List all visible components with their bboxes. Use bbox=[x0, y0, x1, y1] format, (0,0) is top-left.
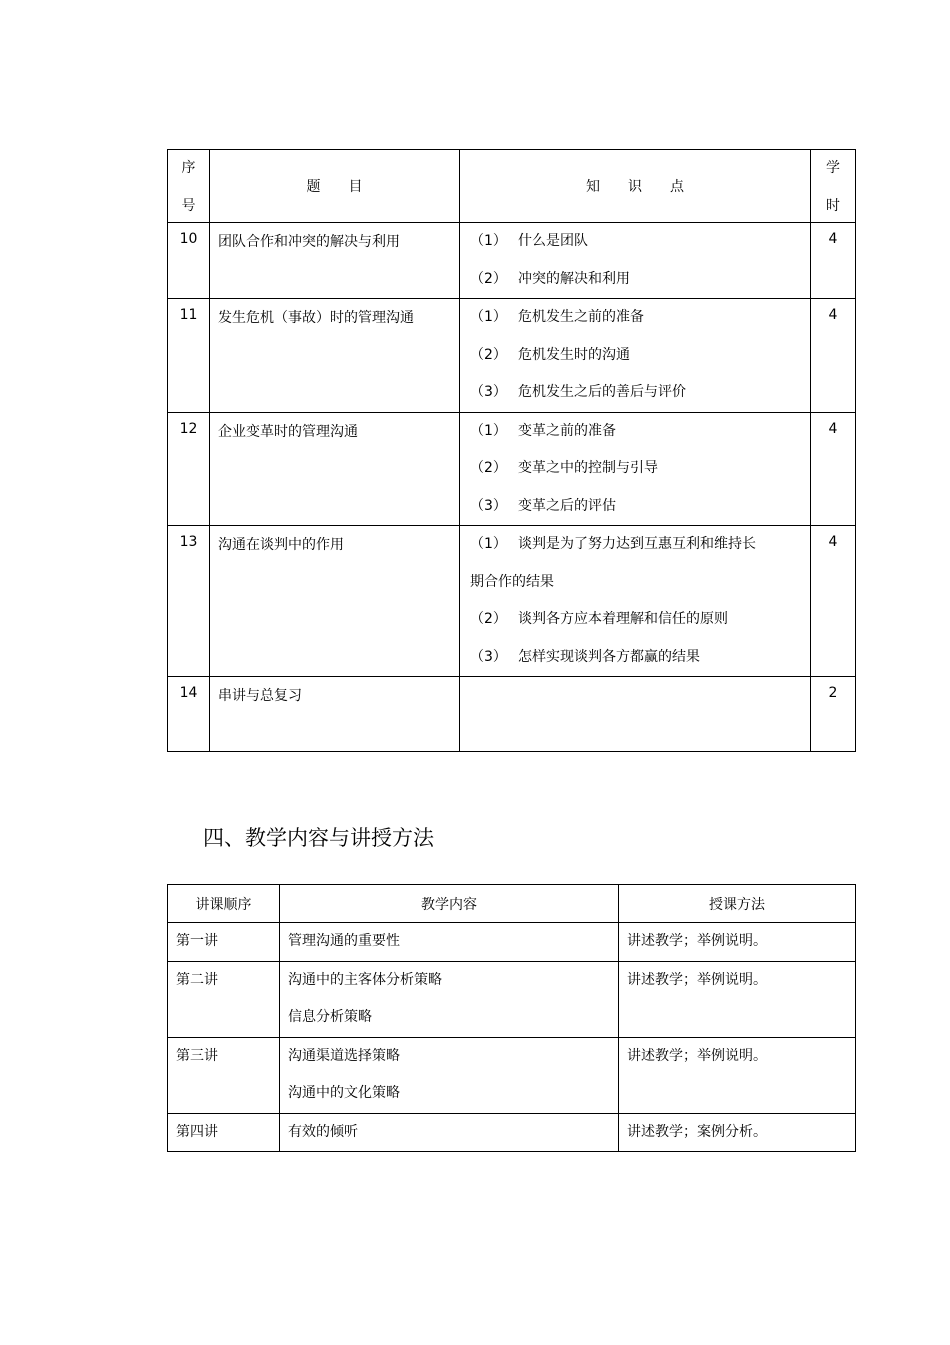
point-item: （2） 变革之中的控制与引导 bbox=[470, 460, 658, 476]
header-method: 授课方法 bbox=[619, 885, 856, 923]
header-hours: 学 时 bbox=[811, 150, 856, 223]
point-item: （2） 冲突的解决和利用 bbox=[470, 270, 630, 287]
row-number: 11 bbox=[168, 299, 210, 413]
table-row bbox=[168, 412, 856, 526]
point-item: （1） 什么是团队 bbox=[470, 233, 588, 249]
row-number: 13 bbox=[168, 526, 210, 677]
teaching-methods-table bbox=[167, 884, 856, 1152]
row-topic: 企业变革时的管理沟通 bbox=[210, 412, 460, 526]
row-points bbox=[460, 677, 811, 752]
table-row bbox=[168, 1037, 856, 1113]
header-content: 教学内容 bbox=[280, 885, 619, 923]
point-item: （1） 谈判是为了努力达到互惠互利和维持长 bbox=[470, 536, 756, 552]
row-topic: 串讲与总复习 bbox=[210, 677, 460, 752]
lecture-method: 讲述教学；案例分析。 bbox=[619, 1113, 856, 1152]
row-hours: 4 bbox=[811, 526, 856, 677]
row-topic: 发生危机（事故）时的管理沟通 bbox=[210, 299, 460, 413]
lecture-method: 讲述教学；举例说明。 bbox=[619, 1037, 856, 1113]
row-hours: 2 bbox=[811, 677, 856, 752]
row-hours: 4 bbox=[811, 299, 856, 413]
header-points: 知 识 点 bbox=[460, 150, 811, 223]
row-points bbox=[460, 299, 811, 413]
lecture-method: 讲述教学；举例说明。 bbox=[619, 961, 856, 1037]
table-row bbox=[168, 1113, 856, 1152]
point-item: （3） 变革之后的评估 bbox=[470, 497, 616, 514]
table-row bbox=[168, 299, 856, 413]
row-number: 10 bbox=[168, 223, 210, 299]
lecture-method: 讲述教学；举例说明。 bbox=[619, 923, 856, 962]
section-heading: 四、教学内容与讲授方法 bbox=[203, 826, 434, 850]
lecture-order: 第四讲 bbox=[168, 1113, 280, 1152]
point-continuation: 期合作的结果 bbox=[470, 573, 554, 590]
syllabus-table bbox=[167, 149, 856, 752]
table-row bbox=[168, 923, 856, 962]
lecture-content: 沟通中的主客体分析策略 信息分析策略 bbox=[280, 961, 619, 1037]
table-row bbox=[168, 961, 856, 1037]
point-item: （3） 怎样实现谈判各方都赢的结果 bbox=[470, 648, 700, 665]
point-item: （2） 危机发生时的沟通 bbox=[470, 346, 630, 363]
methods-header-row bbox=[168, 885, 856, 923]
point-item: （1） 危机发生之前的准备 bbox=[470, 309, 644, 325]
row-number: 12 bbox=[168, 412, 210, 526]
table-row bbox=[168, 677, 856, 752]
syllabus-header-row bbox=[168, 150, 856, 223]
row-points bbox=[460, 223, 811, 299]
lecture-order: 第三讲 bbox=[168, 1037, 280, 1113]
row-hours: 4 bbox=[811, 412, 856, 526]
row-points bbox=[460, 412, 811, 526]
header-seq: 序 号 bbox=[168, 150, 210, 223]
lecture-content: 有效的倾听 bbox=[280, 1113, 619, 1152]
header-topic: 题 目 bbox=[210, 150, 460, 223]
row-hours: 4 bbox=[811, 223, 856, 299]
row-points bbox=[460, 526, 811, 677]
lecture-content: 沟通渠道选择策略 沟通中的文化策略 bbox=[280, 1037, 619, 1113]
header-order: 讲课顺序 bbox=[168, 885, 280, 923]
lecture-order: 第一讲 bbox=[168, 923, 280, 962]
point-item: （1） 变革之前的准备 bbox=[470, 422, 616, 439]
lecture-order: 第二讲 bbox=[168, 961, 280, 1037]
table-row bbox=[168, 526, 856, 677]
row-number: 14 bbox=[168, 677, 210, 752]
lecture-content: 管理沟通的重要性 bbox=[280, 923, 619, 962]
table-row bbox=[168, 223, 856, 299]
point-item: （2） 谈判各方应本着理解和信任的原则 bbox=[470, 611, 728, 627]
row-topic: 团队合作和冲突的解决与利用 bbox=[210, 223, 460, 299]
point-item: （3） 危机发生之后的善后与评价 bbox=[470, 384, 686, 400]
row-topic: 沟通在谈判中的作用 bbox=[210, 526, 460, 677]
